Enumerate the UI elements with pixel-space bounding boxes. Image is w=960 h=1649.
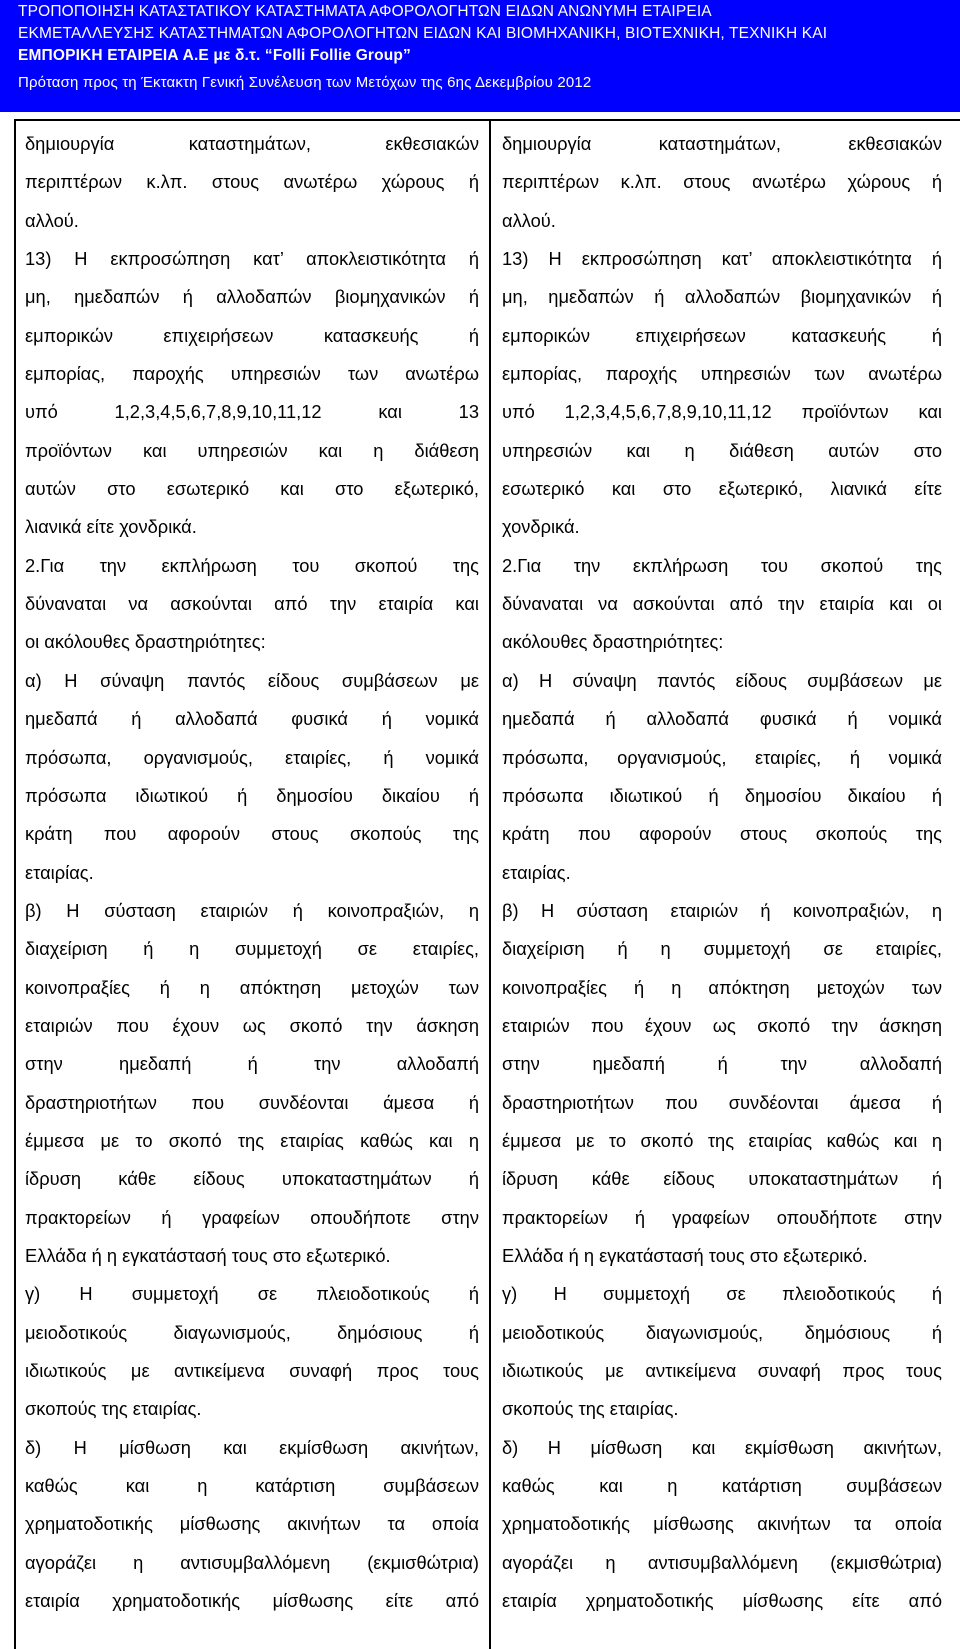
text-line: 2.Για την εκπλήρωση του σκοπού της (25, 554, 479, 576)
text-line: περιπτέρων κ.λπ. στους ανωτέρω χώρους ή (25, 171, 479, 193)
text-line: υπό 1,2,3,4,5,6,7,8,9,10,11,12 προϊόντων και (502, 401, 942, 423)
text-line: δ) Η μίσθωση και εκμίσθωση ακινήτων, (502, 1436, 942, 1458)
text-line: δύναναται να ασκούνται από την εταιρία και οι (502, 593, 942, 615)
text-line: 2.Για την εκπλήρωση του σκοπού της (502, 554, 942, 576)
text-line: δ) Η μίσθωση και εκμίσθωση ακινήτων, (25, 1436, 479, 1458)
text-line: εταιριών που έχουν ως σκοπό την άσκηση (25, 1014, 479, 1036)
text-line: εμπορίας, παροχής υπηρεσιών των ανωτέρω (502, 363, 942, 385)
text-line: γ) Η συμμετοχή σε πλειοδοτικούς ή (25, 1283, 479, 1305)
text-line: μειοδοτικούς διαγωνισμούς, δημόσιους ή (25, 1321, 479, 1343)
text-line: ίδρυση κάθε είδους υποκαταστημάτων ή (25, 1168, 479, 1190)
text-line: β) Η σύσταση εταιριών ή κοινοπραξιών, η (25, 899, 479, 921)
text-line: οι ακόλουθες δραστηριότητες: (25, 631, 266, 653)
header-title-line-2: ΕΚΜΕΤΑΛΛΕΥΣΗΣ ΚΑΤΑΣΤΗΜΑΤΩΝ ΑΦΟΡΟΛΟΓΗΤΩΝ ΕΙΔΩΝ ΚΑΙ ΒΙΟΜΗΧΑΝΙΚΗ, ΒΙΟΤΕΧΝΙΚΗ, ΤΕΧΝΙΚΗ ΚΑΙ (18, 25, 828, 42)
text-line: δύναναται να ασκούνται από την εταιρία και (25, 593, 479, 615)
text-line: καθώς και η κατάρτιση συμβάσεων (502, 1475, 942, 1497)
text-line: εταιρίας. (25, 861, 94, 883)
text-line: διαχείριση ή η συμμετοχή σε εταιρίες, (502, 938, 942, 960)
right-column-proposed-text (502, 125, 942, 1620)
text-line: ιδιωτικούς με αντικείμενα συναφή προς τους (502, 1360, 942, 1381)
text-line: μη, ημεδαπών ή αλλοδαπών βιομηχανικών ή (502, 286, 942, 308)
text-line: εσωτερικό και στο εξωτερικό, λιανικά είτε (502, 478, 942, 500)
text-line: προϊόντων και υπηρεσιών και η διάθεση (25, 439, 479, 461)
text-line: εμπορικών επιχειρήσεων κατασκευής ή (502, 324, 942, 346)
text-line: χονδρικά. (502, 516, 580, 538)
text-line: μη, ημεδαπών ή αλλοδαπών βιομηχανικών ή (25, 286, 479, 308)
text-line: έμμεσα με το σκοπό της εταιρίας καθώς και η (502, 1129, 942, 1151)
text-line: αγοράζει η αντισυμβαλλόμενη (εκμισθώτρια) (25, 1551, 479, 1573)
text-line: εταιρίας. (502, 861, 571, 883)
text-line: αυτών στο εσωτερικό και στο εξωτερικό, (25, 478, 479, 500)
text-line: Ελλάδα ή η εγκατάστασή τους στο εξωτερικό. (25, 1244, 391, 1266)
text-line: α) Η σύναψη παντός είδους συμβάσεων με (502, 669, 942, 691)
text-line: αλλού. (502, 209, 556, 231)
text-line: χρηματοδοτικής μίσθωσης ακινήτων τα οποία (25, 1513, 479, 1535)
text-line: πρόσωπα, οργανισμούς, εταιρίες, ή νομικά (502, 746, 942, 768)
text-line: πρόσωπα ιδιωτικού ή δημοσίου δικαίου ή (25, 784, 479, 806)
text-line: περιπτέρων κ.λπ. στους ανωτέρω χώρους ή (502, 171, 942, 193)
text-line: λιανικά είτε χονδρικά. (25, 516, 197, 538)
text-line: αγοράζει η αντισυμβαλλόμενη (εκμισθώτρια) (502, 1551, 942, 1573)
text-line: κράτη που αφορούν στους σκοπούς της (25, 823, 479, 845)
text-line: κοινοπραξίες ή η απόκτηση μετοχών των (502, 976, 942, 998)
text-line: κοινοπραξίες ή η απόκτηση μετοχών των (25, 976, 479, 998)
text-line: στην ημεδαπή ή την αλλοδαπή (25, 1053, 479, 1075)
text-line: ακόλουθες δραστηριότητες: (502, 631, 724, 653)
text-line: πρόσωπα, οργανισμούς, εταιρίες, ή νομικά (25, 746, 479, 768)
text-line: γ) Η συμμετοχή σε πλειοδοτικούς ή (502, 1283, 942, 1305)
text-line: α) Η σύναψη παντός είδους συμβάσεων με (25, 669, 479, 691)
text-line: πρόσωπα ιδιωτικού ή δημοσίου δικαίου ή (502, 784, 942, 806)
document-header (0, 0, 960, 112)
text-line: 13) Η εκπροσώπηση κατ’ αποκλειστικότητα ή (502, 248, 942, 270)
text-line: εταιρία χρηματοδοτικής μίσθωσης είτε από (502, 1590, 942, 1612)
text-line: ιδιωτικούς με αντικείμενα συναφή προς τους (25, 1360, 479, 1381)
text-line: σκοπούς της εταιρίας. (25, 1398, 202, 1420)
column-divider (489, 121, 491, 1649)
text-line: έμμεσα με το σκοπό της εταιρίας καθώς και η (25, 1129, 479, 1151)
text-line: ημεδαπά ή αλλοδαπά φυσικά ή νομικά (25, 708, 479, 730)
text-line: δραστηριοτήτων που συνδέονται άμεσα ή (502, 1091, 942, 1113)
text-line: Ελλάδα ή η εγκατάστασή τους στο εξωτερικό. (502, 1244, 868, 1266)
text-line: δημιουργία καταστημάτων, εκθεσιακών (502, 133, 942, 154)
left-column-current-text (25, 125, 479, 1620)
text-line: στην ημεδαπή ή την αλλοδαπή (502, 1053, 942, 1075)
text-line: εμπορικών επιχειρήσεων κατασκευής ή (25, 324, 479, 346)
text-line: ίδρυση κάθε είδους υποκαταστημάτων ή (502, 1168, 942, 1190)
header-meeting-subtitle: Πρόταση προς τη Έκτακτη Γενική Συνέλευση των Μετόχων της 6ης Δεκεμβρίου 2012 (18, 74, 592, 91)
text-line: εμπορίας, παροχής υπηρεσιών των ανωτέρω (25, 363, 479, 385)
text-line: μειοδοτικούς διαγωνισμούς, δημόσιους ή (502, 1321, 942, 1343)
text-line: δραστηριοτήτων που συνδέονται άμεσα ή (25, 1091, 479, 1113)
text-line: κράτη που αφορούν στους σκοπούς της (502, 823, 942, 845)
text-line: εταιριών που έχουν ως σκοπό την άσκηση (502, 1014, 942, 1036)
text-line: διαχείριση ή η συμμετοχή σε εταιρίες, (25, 938, 479, 960)
text-line: πρακτορείων ή γραφείων οπουδήποτε στην (502, 1206, 942, 1228)
text-line: υπηρεσιών και η διάθεση αυτών στο (502, 439, 942, 461)
header-title-line-3: ΕΜΠΟΡΙΚΗ ΕΤΑΙΡΕΙΑ Α.Ε με δ.τ. “Folli Follie Group” (18, 47, 411, 64)
text-line: καθώς και η κατάρτιση συμβάσεων (25, 1475, 479, 1497)
text-line: εταιρία χρηματοδοτικής μίσθωσης είτε από (25, 1590, 479, 1612)
header-title-line-1: ΤΡΟΠΟΠΟΙΗΣΗ ΚΑΤΑΣΤΑΤΙΚΟΥ ΚΑΤΑΣΤΗΜΑΤΑ ΑΦΟΡΟΛΟΓΗΤΩΝ ΕΙΔΩΝ ΑΝΩΝΥΜΗ ΕΤΑΙΡΕΙΑ (18, 3, 712, 20)
text-line: χρηματοδοτικής μίσθωσης ακινήτων τα οποία (502, 1513, 942, 1535)
text-line: ημεδαπά ή αλλοδαπά φυσικά ή νομικά (502, 708, 942, 730)
text-line: πρακτορείων ή γραφείων οπουδήποτε στην (25, 1206, 479, 1228)
text-line: σκοπούς της εταιρίας. (502, 1398, 679, 1420)
text-line: υπό 1,2,3,4,5,6,7,8,9,10,11,12 και 13 (25, 401, 479, 423)
text-line: 13) Η εκπροσώπηση κατ’ αποκλειστικότητα ή (25, 248, 479, 270)
text-line: αλλού. (25, 209, 79, 231)
text-line: δημιουργία καταστημάτων, εκθεσιακών (25, 133, 479, 154)
comparison-table (14, 119, 960, 1649)
text-line: β) Η σύσταση εταιριών ή κοινοπραξιών, η (502, 899, 942, 921)
